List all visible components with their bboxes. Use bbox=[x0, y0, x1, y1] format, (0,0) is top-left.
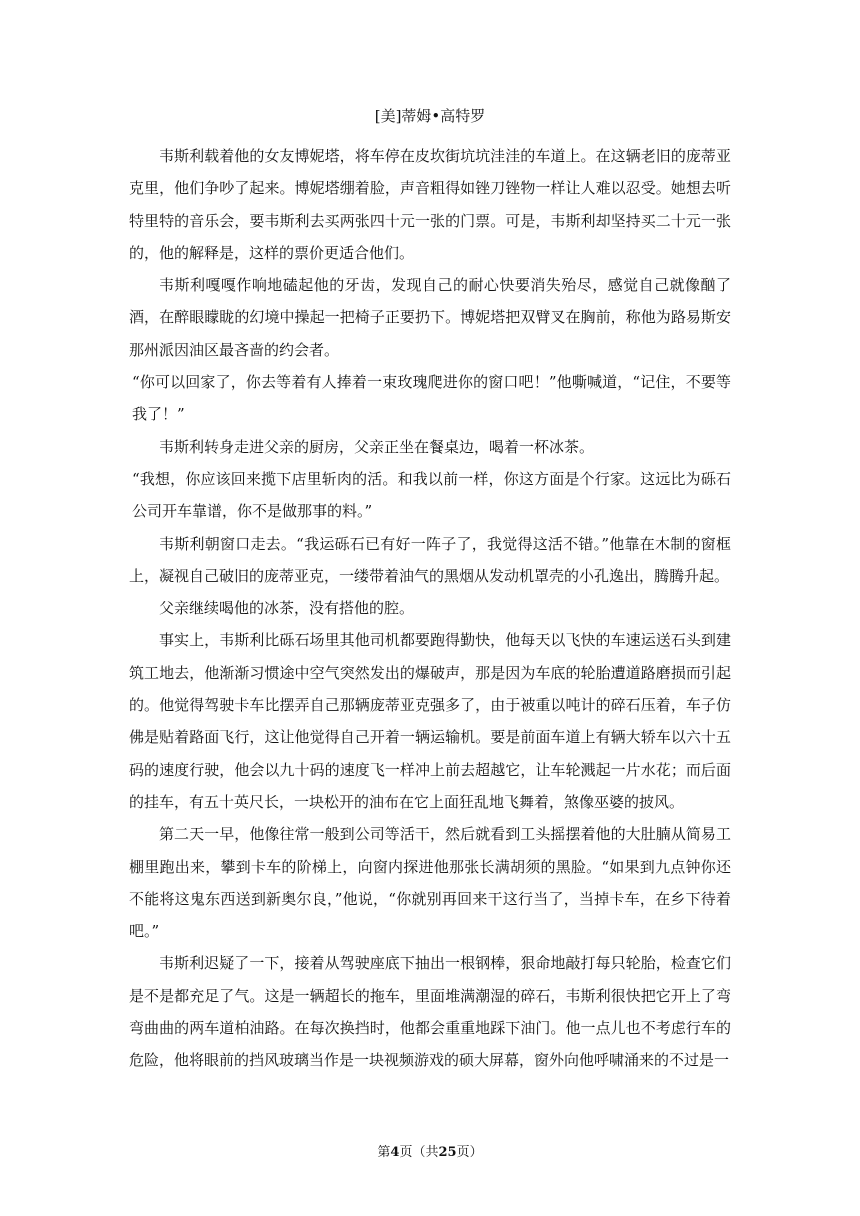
paragraph-3: “你可以回家了，你去等着有人捧着一束玫瑰爬进你的窗口吧！”他嘶喊道，“记住，不要等我了！” bbox=[132, 373, 731, 424]
page-footer bbox=[0, 1143, 860, 1163]
footer-page-number: 4 bbox=[390, 1145, 400, 1160]
paragraph-9: 第二天一早，他像往常一般到公司等活干，然后就看到工头摇摆着他的大肚腩从简易工棚里跑出来，攀到卡车的阶梯上，向窗内探进他那张长满胡须的黑脸。“如果到九点钟你还不能将这鬼东西送到新奥尔良，”他说，“你就别再回来干这行当了，当掉卡车，在乡下待着吧。” bbox=[129, 825, 731, 941]
paragraph-6: 韦斯利朝窗口走去。“我运砾石已有好一阵子了，我觉得这活不错。”他靠在木制的窗框上，凝视自己破旧的庞蒂亚克，一缕带着油气的黑烟从发动机罩壳的小孔逸出，腾腾升起。 bbox=[129, 534, 731, 585]
paragraph-4: 韦斯利转身走进父亲的厨房，父亲正坐在餐桌边，喝着一杯冰茶。 bbox=[159, 437, 595, 456]
author-line: [美]蒂姆•高特罗 bbox=[374, 107, 486, 125]
paragraph-5: “我想，你应该回来揽下店里斩肉的活。和我以前一样，你这方面是个行家。这远比为砾石公司开车靠谱，你不是做那事的料。” bbox=[132, 469, 731, 521]
paragraph-10: 韦斯利迟疑了一下，接着从驾驶座底下抽出一根钢棒，狠命地敲打每只轮胎，检查它们是不是都充足了气。这是一辆超长的拖车，里面堆满潮湿的碎石，韦斯利很快把它开上了弯弯曲曲的两车道柏油路。在每次换挡时，他都会重重地踩下油门。他一点儿也不考虑行车的危险，他将眼前的挡风玻璃当作是一块视频游戏的硕大屏幕，窗外向他呼啸涌来的不过是一 bbox=[129, 954, 731, 1070]
paragraph-8: 事实上，韦斯利比砾石场里其他司机都要跑得勤快，他每天以飞快的车速运送石头到建筑工地去，他渐渐习惯途中空气突然发出的爆破声，那是因为车底的轮胎遭道路磨损而引起的。他觉得驾驶卡车比摆弄自己那辆庞蒂亚克强多了，由于被重以吨计的碎石压着，车子仿佛是贴着路面飞行，这让他觉得自己开着一辆运输机。要是前面车道上有辆大轿车以六十五码的速度行驶，他会以九十码的速度飞一样冲上前去超越它，让车轮溅起一片水花；而后面的挂车，有五十英尺长，一块松开的油布在它上面狂乱地飞舞着，煞像巫婆的披风。 bbox=[129, 631, 731, 811]
paragraph-1: 韦斯利载着他的女友博妮塔，将车停在皮坎街坑坑洼洼的车道上。在这辆老旧的庞蒂亚克里，他们争吵了起来。博妮塔绷着脸，声音粗得如锉刀锉物一样让人难以忍受。她想去听特里特的音乐会，要韦斯利去买两张四十元一张的门票。可是，韦斯利却坚持买二十元一张的，他的解释是，这样的票价更适合他们。 bbox=[129, 147, 731, 262]
article-body bbox=[129, 140, 731, 1077]
footer-middle: 页（共 bbox=[399, 1145, 439, 1160]
footer-suffix: 页） bbox=[456, 1145, 483, 1160]
footer-total-pages: 25 bbox=[438, 1145, 457, 1160]
paragraph-2: 韦斯利嘎嘎作响地磕起他的牙齿，发现自己的耐心快要消失殆尽，感觉自己就像酗了酒，在醉眼矇眬的幻境中操起一把椅子正要扔下。博妮塔把双臂叉在胸前，称他为路易斯安那州派因油区最吝啬的约会者。 bbox=[129, 276, 731, 359]
paragraph-7: 父亲继续喝他的冰茶，没有搭他的腔。 bbox=[159, 599, 415, 618]
footer-prefix: 第 bbox=[377, 1145, 391, 1160]
